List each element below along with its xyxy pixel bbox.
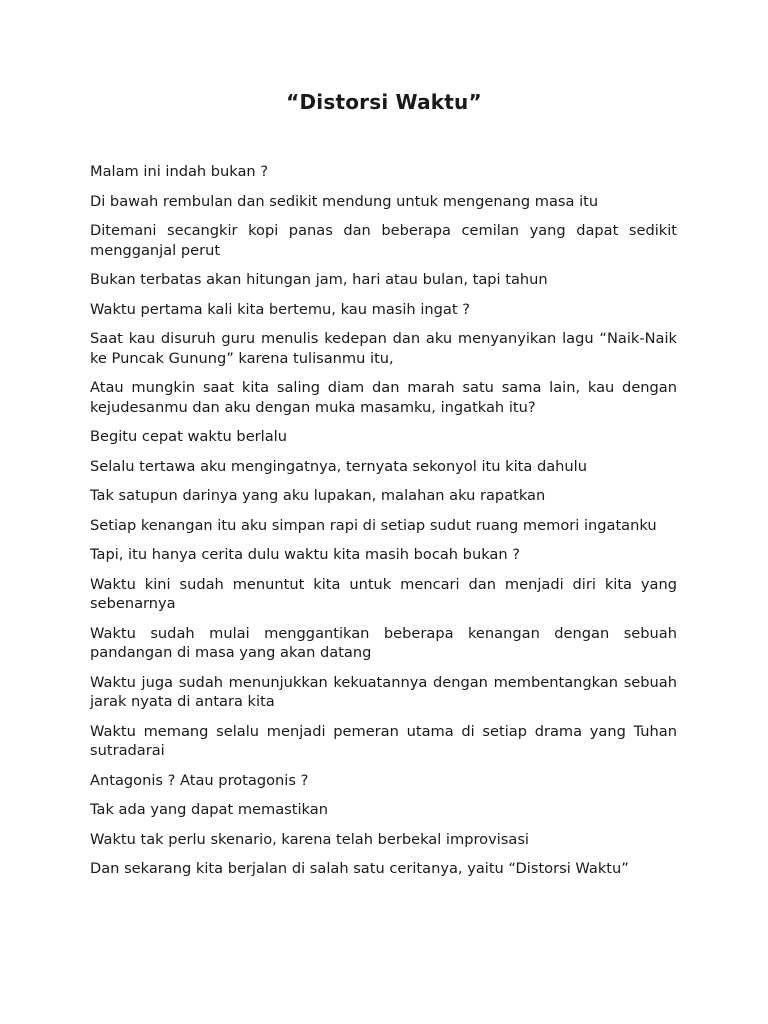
poem-line: Begitu cepat waktu berlalu (90, 428, 287, 445)
poem-line: Waktu kini sudah menuntut kita untuk mencari dan menjadi diri kita yang sebenarnya (90, 575, 677, 612)
poem-line: Tapi, itu hanya cerita dulu waktu kita masih bocah bukan ? (90, 546, 520, 563)
poem-line: Antagonis ? Atau protagonis ? (90, 771, 309, 789)
poem-line: Atau mungkin saat kita saling diam dan marah satu sama lain, kau dengan kejudesanmu dan aku dengan muka masamku, ingatkah itu? (90, 379, 677, 416)
poem-line: Waktu sudah mulai menggantikan beberapa kenangan dengan sebuah pandangan di masa yang akan datang (90, 624, 677, 661)
poem-line: Waktu tak perlu skenario, karena telah berbekal improvisasi (90, 830, 529, 848)
poem-line: Tak ada yang dapat memastikan (90, 801, 328, 818)
poem-line: Bukan terbatas akan hitungan jam, hari atau bulan, tapi tahun (90, 271, 548, 288)
poem-body (90, 162, 677, 889)
poem-line: Malam ini indah bukan ? (90, 163, 269, 180)
poem-line: Waktu juga sudah menunjukkan kekuatannya dengan membentangkan sebuah jarak nyata di antara kita (90, 673, 677, 710)
poem-line: Waktu memang selalu menjadi pemeran utama di setiap drama yang Tuhan sutradarai (90, 722, 677, 759)
poem-line: Saat kau disuruh guru menulis kedepan dan aku menyanyikan lagu “Naik-Naik ke Puncak Gunung” karena tulisanmu itu, (90, 330, 677, 367)
poem-line: Dan sekarang kita berjalan di salah satu ceritanya, yaitu “Distorsi Waktu” (90, 860, 629, 877)
poem-line: Selalu tertawa aku mengingatnya, ternyata sekonyol itu kita dahulu (90, 457, 587, 475)
poem-line: Di bawah rembulan dan sedikit mendung untuk mengenang masa itu (90, 192, 599, 210)
poem-line: Tak satupun darinya yang aku lupakan, malahan aku rapatkan (90, 487, 546, 504)
poem-line: Setiap kenangan itu aku simpan rapi di setiap sudut ruang memori ingatanku (90, 516, 657, 534)
document-title: “Distorsi Waktu” (286, 90, 482, 114)
poem-line: Waktu pertama kali kita bertemu, kau masih ingat ? (90, 300, 470, 318)
poem-line: Ditemani secangkir kopi panas dan beberapa cemilan yang dapat sedikit mengganjal perut (90, 222, 677, 259)
